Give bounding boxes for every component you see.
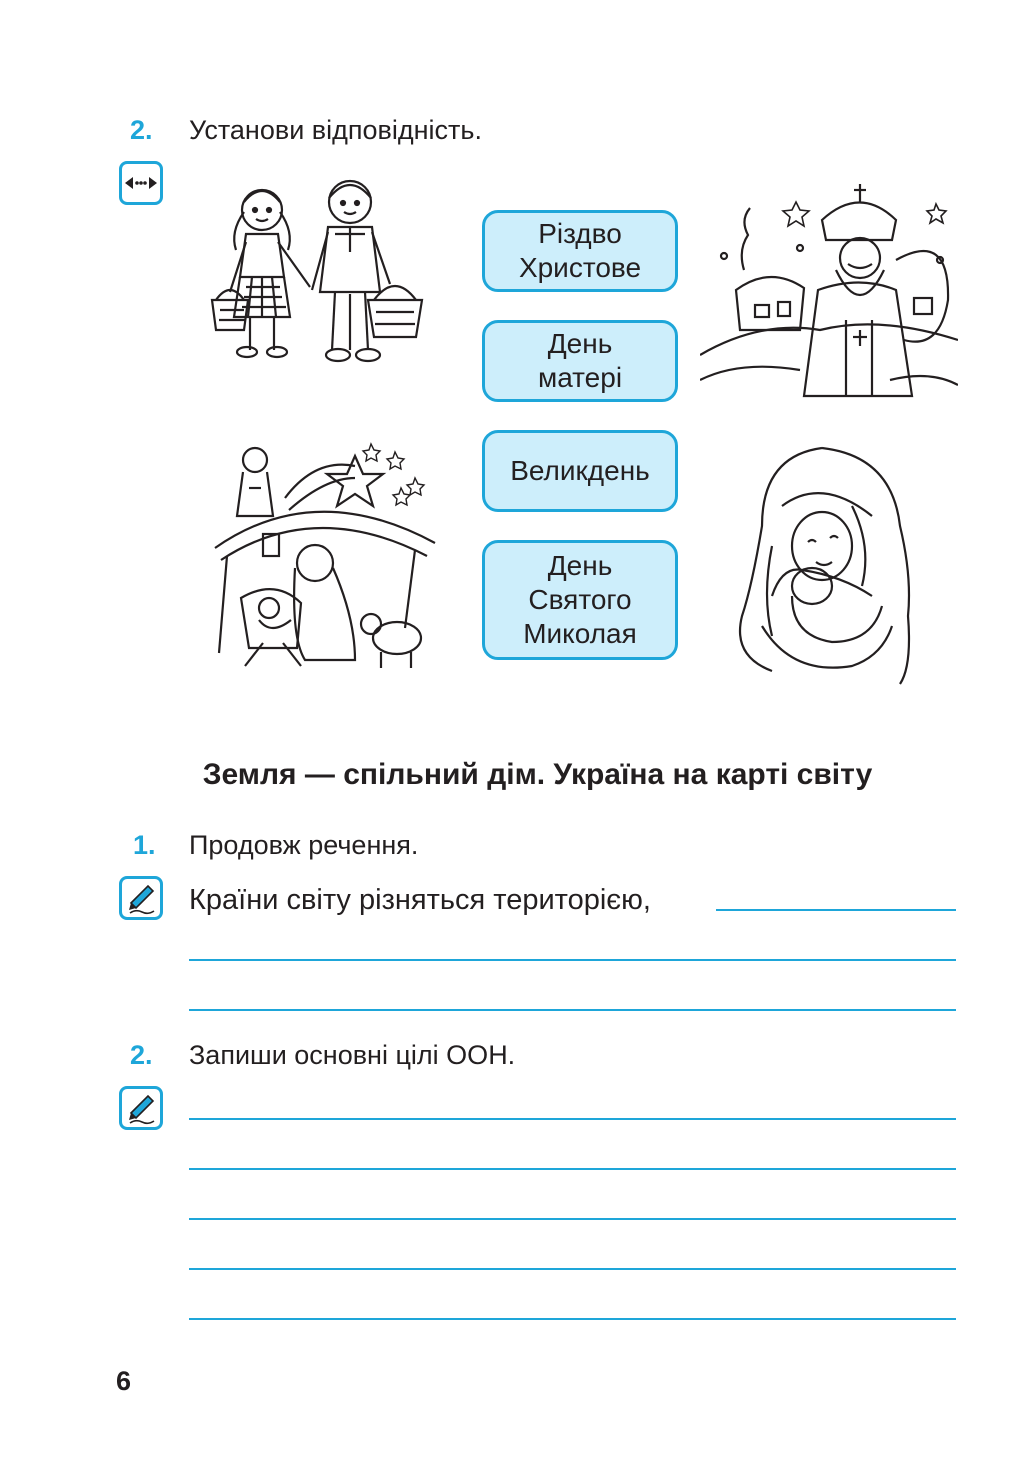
pencil-write-icon: [119, 1086, 163, 1130]
task-number: 2.: [130, 1040, 153, 1070]
holiday-box-mothers-day[interactable]: [482, 320, 678, 402]
page-number: 6: [116, 1366, 132, 1396]
holiday-line: Святого: [528, 584, 632, 615]
holiday-line: Різдво: [538, 218, 622, 249]
answer-line[interactable]: [716, 909, 956, 911]
match-arrows-icon: [119, 161, 163, 205]
nativity-scene-icon: [205, 438, 445, 678]
holiday-line: Миколая: [523, 618, 637, 649]
task-instruction: Установи відповідність.: [189, 115, 482, 145]
holiday-line: матері: [537, 362, 623, 393]
answer-line[interactable]: [189, 1218, 956, 1220]
holiday-box-christmas[interactable]: [482, 210, 678, 292]
holiday-box-st-nicholas[interactable]: [482, 540, 678, 660]
task-number: 1.: [133, 830, 156, 860]
answer-line[interactable]: [189, 1118, 956, 1120]
holiday-line: Христове: [518, 252, 642, 283]
saint-nicholas-icon: [700, 180, 958, 412]
section-title: Земля — спільний дім. Україна на карті світу: [202, 758, 873, 791]
mother-and-baby-icon: [732, 446, 922, 686]
task-number: 2.: [130, 115, 153, 145]
answer-line[interactable]: [189, 1009, 956, 1011]
answer-line[interactable]: [189, 959, 956, 961]
task-instruction: Продовж речення.: [189, 830, 419, 860]
holiday-line: День: [547, 328, 613, 359]
children-carolers-icon: [200, 172, 440, 367]
answer-line[interactable]: [189, 1268, 956, 1270]
holiday-line: Великдень: [510, 455, 650, 486]
answer-line[interactable]: [189, 1168, 956, 1170]
pencil-write-icon: [119, 876, 163, 920]
holiday-line: День: [547, 550, 613, 581]
sentence-start: Країни світу різняться територією,: [189, 884, 651, 916]
task-instruction: Запиши основні цілі ООН.: [189, 1040, 516, 1070]
answer-line[interactable]: [189, 1318, 956, 1320]
holiday-box-easter[interactable]: [482, 430, 678, 512]
